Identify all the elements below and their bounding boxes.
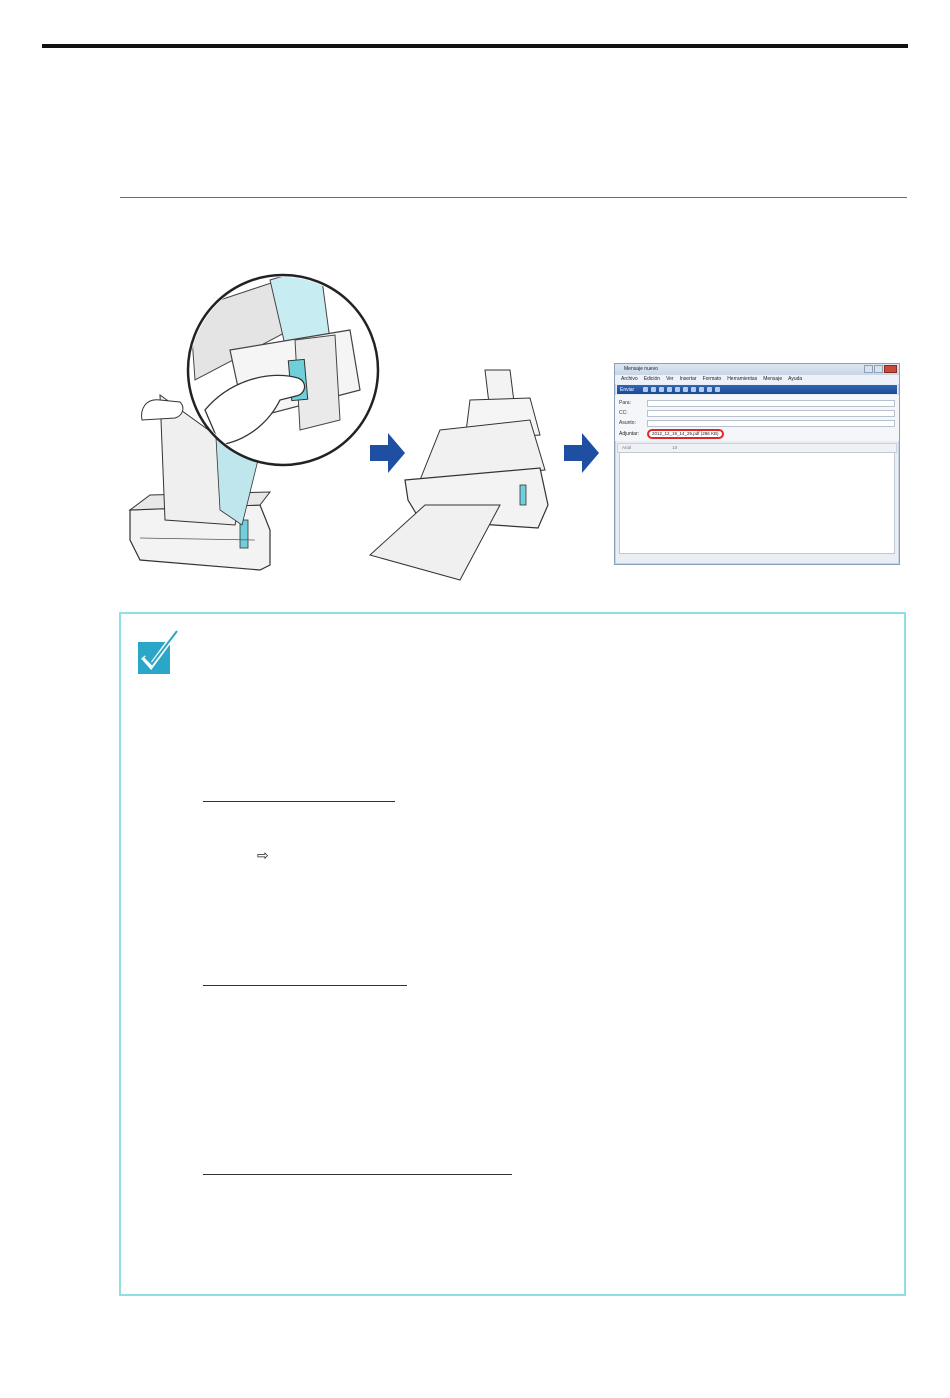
email-compose-window xyxy=(614,363,900,565)
magnified-button-detail xyxy=(188,270,378,465)
menu-ayuda[interactable]: Ayuda xyxy=(788,376,803,382)
main-toolbar xyxy=(617,385,897,394)
address-fields xyxy=(615,395,899,441)
step-arrow-icon: ⇨ xyxy=(257,848,269,864)
menu-mensaje[interactable]: Mensaje xyxy=(763,376,783,382)
send-button[interactable]: Enviar xyxy=(620,386,635,393)
message-body[interactable] xyxy=(619,452,895,554)
copy-icon[interactable] xyxy=(651,387,656,392)
cc-label[interactable]: CC: xyxy=(619,410,628,416)
link-underline-2[interactable] xyxy=(203,985,407,986)
link-underline-1[interactable] xyxy=(203,801,395,802)
minimize-icon[interactable] xyxy=(864,365,873,373)
top-rule xyxy=(42,44,908,48)
checkmark-icon xyxy=(136,630,180,676)
attach-label: Adjuntar: xyxy=(619,430,640,437)
window-titlebar xyxy=(615,364,899,375)
menu-bar xyxy=(615,375,899,384)
right-arrow-icon xyxy=(370,433,405,473)
cc-field[interactable] xyxy=(647,410,895,417)
attachment-file[interactable]: 2012_12_19_14_25.pdf (286 KB) xyxy=(647,429,724,439)
cut-icon[interactable] xyxy=(643,387,648,392)
attach-icon[interactable] xyxy=(691,387,696,392)
priority-icon[interactable] xyxy=(699,387,704,392)
cc-row xyxy=(619,408,895,418)
spelling-icon[interactable] xyxy=(683,387,688,392)
section-rule xyxy=(120,197,907,198)
close-icon[interactable] xyxy=(884,365,897,373)
font-size-select[interactable]: 10 xyxy=(672,445,678,450)
menu-insertar[interactable]: Insertar xyxy=(679,376,697,382)
font-name-select[interactable]: Arial xyxy=(622,445,632,450)
link-underline-3[interactable] xyxy=(203,1174,512,1175)
undo-icon[interactable] xyxy=(667,387,672,392)
to-field[interactable] xyxy=(647,400,895,407)
sign-icon[interactable] xyxy=(707,387,712,392)
maximize-icon[interactable] xyxy=(874,365,883,373)
window-title: Mensaje nuevo xyxy=(624,366,658,372)
to-label[interactable]: Para: xyxy=(619,400,631,406)
scanner-ejecting-paper xyxy=(370,370,548,580)
menu-formato[interactable]: Formato xyxy=(702,376,722,382)
hint-box xyxy=(119,612,906,1296)
subject-field[interactable] xyxy=(647,420,895,427)
menu-edicion[interactable]: Edición xyxy=(643,376,661,382)
subject-row xyxy=(619,418,895,428)
window-controls xyxy=(864,365,897,373)
check-names-icon[interactable] xyxy=(675,387,680,392)
paste-icon[interactable] xyxy=(659,387,664,392)
to-row xyxy=(619,398,895,408)
subject-label: Asunto: xyxy=(619,420,636,426)
menu-archivo[interactable]: Archivo xyxy=(621,376,638,382)
menu-ver[interactable]: Ver xyxy=(666,376,674,382)
encrypt-icon[interactable] xyxy=(715,387,720,392)
menu-herramientas[interactable]: Herramientas xyxy=(727,376,758,382)
attach-row xyxy=(619,428,895,439)
right-arrow-icon xyxy=(564,433,599,473)
